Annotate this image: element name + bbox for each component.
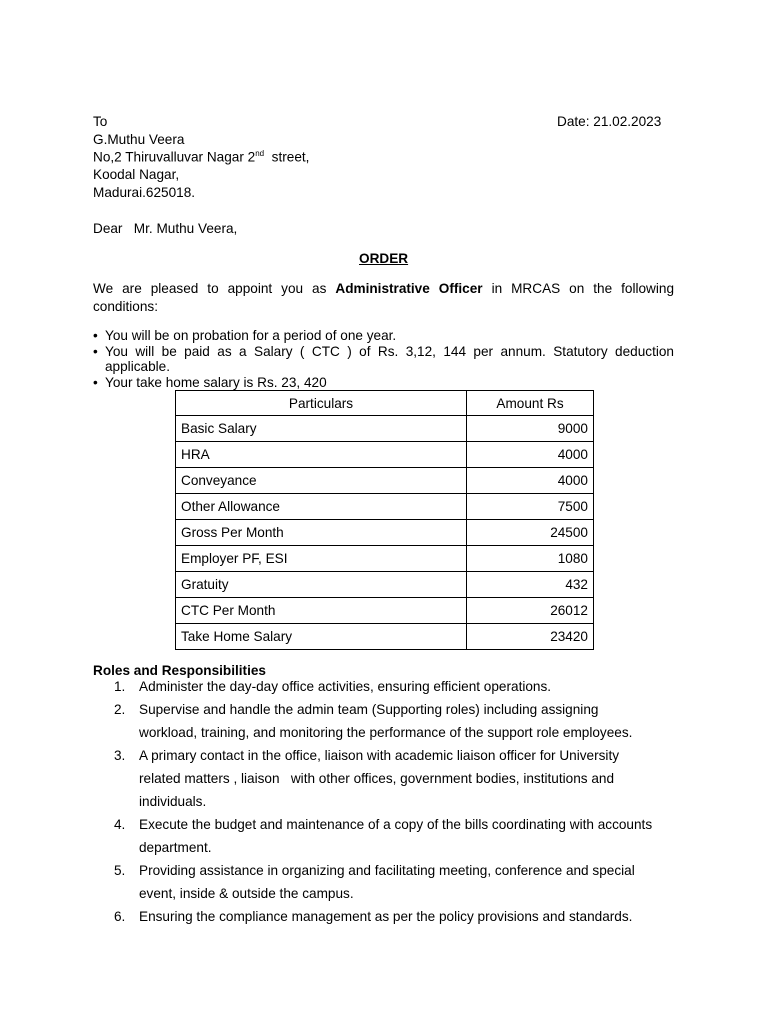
row-particular: Conveyance — [176, 468, 467, 494]
role-number: 5. — [114, 863, 126, 878]
role-text: workload, training, and monitoring the performance of the support role employees. — [139, 725, 633, 740]
appointed-role: Administrative Officer — [335, 281, 483, 296]
roles-heading: Roles and Responsibilities — [93, 663, 266, 678]
row-amount: 7500 — [467, 494, 594, 520]
role-text: Execute the budget and maintenance of a copy of the bills coordinating with accounts — [139, 817, 653, 832]
address-line-3: Madurai.625018. — [93, 185, 196, 200]
role-number: 6. — [114, 909, 126, 924]
row-amount: 23420 — [467, 624, 594, 650]
header-particulars: Particulars — [176, 391, 467, 416]
intro-paragraph-line-2: conditions: — [93, 299, 158, 314]
role-number: 4. — [114, 817, 126, 832]
row-particular: HRA — [176, 442, 467, 468]
row-amount: 432 — [467, 572, 594, 598]
row-particular: CTC Per Month — [176, 598, 467, 624]
table-row — [176, 468, 594, 494]
bullet-3: • — [93, 375, 98, 390]
condition-salary-line-1: You will be paid as a Salary ( CTC ) of Rs. 3,12, 144 per annum. Statutory deduction — [105, 344, 674, 359]
row-amount: 4000 — [467, 468, 594, 494]
to-label: To — [93, 114, 108, 129]
role-text: A primary contact in the office, liaison with academic liaison officer for University — [139, 748, 620, 763]
role-text: department. — [139, 840, 212, 855]
table-row — [176, 598, 594, 624]
intro-text-b: in MRCAS on the following — [491, 281, 674, 296]
role-text: individuals. — [139, 794, 207, 809]
address-line-1-ordinal: nd — [255, 149, 265, 158]
row-amount: 9000 — [467, 416, 594, 442]
order-title: ORDER — [359, 251, 409, 266]
table-row — [176, 442, 594, 468]
table-row — [176, 416, 594, 442]
salary-table — [175, 390, 594, 650]
address-line-1-text: No,2 Thiruvalluvar Nagar 2 — [93, 149, 256, 165]
intro-text-a: We are pleased to appoint you as — [93, 281, 327, 296]
header-amount: Amount Rs — [467, 391, 594, 416]
role-text: Supervise and handle the admin team (Supporting roles) including assigning — [139, 702, 599, 717]
row-particular: Take Home Salary — [176, 624, 467, 650]
table-row — [176, 520, 594, 546]
role-number: 3. — [114, 748, 126, 763]
row-amount: 1080 — [467, 546, 594, 572]
table-header-row — [176, 391, 594, 416]
table-row — [176, 494, 594, 520]
role-text: Ensuring the compliance management as per the policy provisions and standards. — [139, 909, 633, 924]
role-text: Providing assistance in organizing and facilitating meeting, conference and special — [139, 863, 635, 878]
address-line-1 — [93, 149, 309, 165]
row-amount: 26012 — [467, 598, 594, 624]
row-particular: Gratuity — [176, 572, 467, 598]
letter-date: Date: 21.02.2023 — [557, 114, 662, 129]
intro-paragraph-line-1 — [93, 281, 674, 296]
row-particular: Other Allowance — [176, 494, 467, 520]
row-particular: Gross Per Month — [176, 520, 467, 546]
bullet-2: • — [93, 344, 98, 359]
address-line-2: Koodal Nagar, — [93, 167, 180, 182]
bullet-1: • — [93, 328, 98, 343]
role-text: Administer the day-day office activities, ensuring efficient operations. — [139, 679, 552, 694]
role-text: event, inside & outside the campus. — [139, 886, 354, 901]
table-row — [176, 572, 594, 598]
row-amount: 24500 — [467, 520, 594, 546]
row-amount: 4000 — [467, 442, 594, 468]
table-row — [176, 624, 594, 650]
recipient-name: G.Muthu Veera — [93, 132, 185, 147]
row-particular: Employer PF, ESI — [176, 546, 467, 572]
condition-probation: You will be on probation for a period of one year. — [105, 328, 397, 343]
condition-salary-line-2: applicable. — [105, 359, 170, 374]
role-text: related matters , liaison with other offices, government bodies, institutions and — [139, 771, 615, 786]
salutation: Dear Mr. Muthu Veera, — [93, 221, 238, 236]
role-number: 1. — [114, 679, 126, 694]
row-particular: Basic Salary — [176, 416, 467, 442]
address-line-1-suffix: street, — [264, 149, 310, 165]
table-row — [176, 546, 594, 572]
role-number: 2. — [114, 702, 126, 717]
condition-take-home: Your take home salary is Rs. 23, 420 — [105, 375, 327, 390]
